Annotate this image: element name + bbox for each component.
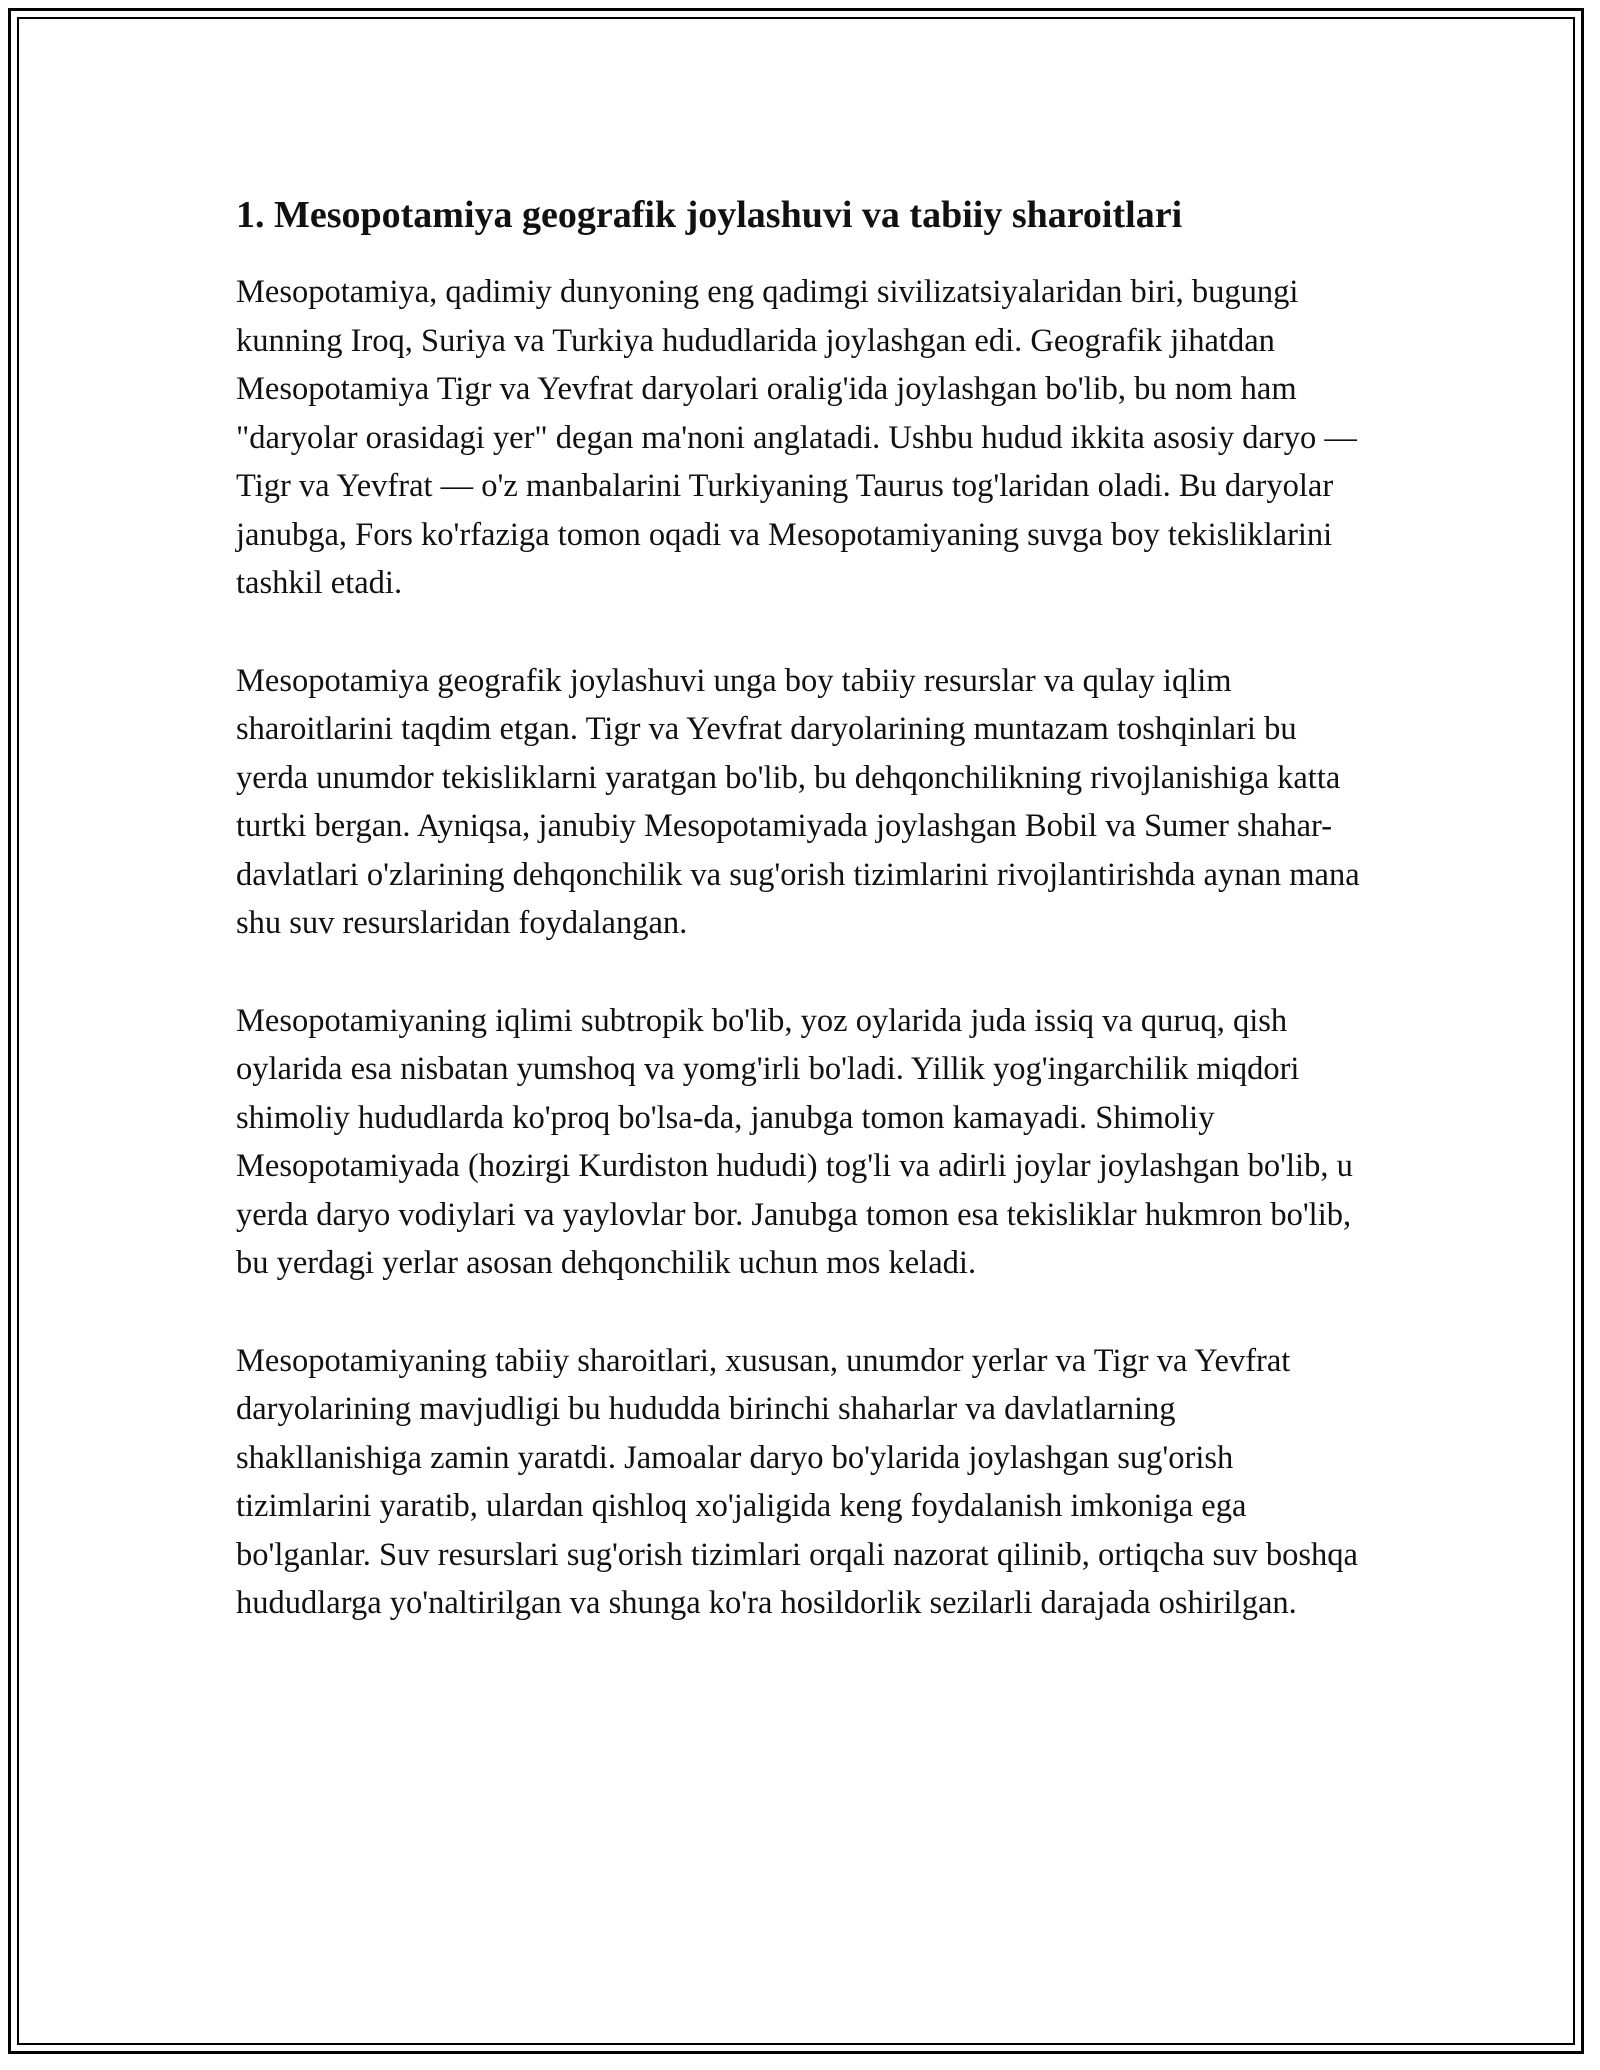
paragraph-3: Mesopotamiyaning iqlimi subtropik bo'lib, yoz oylarida juda issiq va quruq, qish oylarida esa nisbatan yumshoq va yomg'irli bo'ladi. Yillik yog'ingarchilik miqdori shimoliy hududlarda ko'proq bo'lsa-da, janubga tomon kamayadi. Shimoliy Mesopotamiyada (hozirgi Kurdiston hududi) tog'li va adirli joylar joylashgan bo'lib, u yerda daryo vodiylari va yaylovlar bor. Janubga tomon esa tekisliklar hukmron bo'lib, bu yerdagi yerlar asosan dehqonchilik uchun mos keladi. [236,1002,1353,1281]
document-body [236,188,1368,1677]
section-heading: 1. Mesopotamiya geografik joylashuvi va tabiiy sharoitlari [236,194,1183,236]
paragraph-1: Mesopotamiya, qadimiy dunyoning eng qadimgi sivilizatsiyalaridan biri, bugungi kunning Iroq, Suriya va Turkiya hududlarida joylashgan edi. Geografik jihatdan Mesopotamiya Tigr va Yevfrat daryolari oralig'ida joylashgan bo'lib, bu nom ham "daryolar orasidagi yer" degan ma'noni anglatadi. Ushbu hudud ikkita asosiy daryo — Tigr va Yevfrat — o'z manbalarini Turkiyaning Taurus tog'laridan oladi. Bu daryolar janubga, Fors ko'rfaziga tomon oqadi va Mesopotamiyaning suvga boy tekisliklarini tashkil etadi. [236,274,1357,601]
paragraph-4: Mesopotamiyaning tabiiy sharoitlari, xususan, unumdor yerlar va Tigr va Yevfrat daryolarining mavjudligi bu hududda birinchi shaharlar va davlatlarning shakllanishiga zamin yaratdi. Jamoalar daryo bo'ylarida joylashgan sug'orish tizimlarini yaratib, ulardan qishloq xo'jaligida keng foydalanish imkoniga ega bo'lganlar. Suv resurslari sug'orish tizimlari orqali nazorat qilinib, ortiqcha suv boshqa hududlarga yo'naltirilgan va shunga ko'ra hosildorlik sezilarli darajada oshirilgan. [236,1342,1358,1621]
paragraph-2: Mesopotamiya geografik joylashuvi unga boy tabiiy resurslar va qulay iqlim sharoitlarini taqdim etgan. Tigr va Yevfrat daryolarining muntazam toshqinlari bu yerda unumdor tekisliklarni yaratgan bo'lib, bu dehqonchilikning rivojlanishiga katta turtki bergan. Ayniqsa, janubiy Mesopotamiyada joylashgan Bobil va Sumer shahar-davlatlari o'zlarining dehqonchilik va sug'orish tizimlarini rivojlantirishda aynan mana shu suv resurslaridan foydalangan. [236,662,1360,941]
